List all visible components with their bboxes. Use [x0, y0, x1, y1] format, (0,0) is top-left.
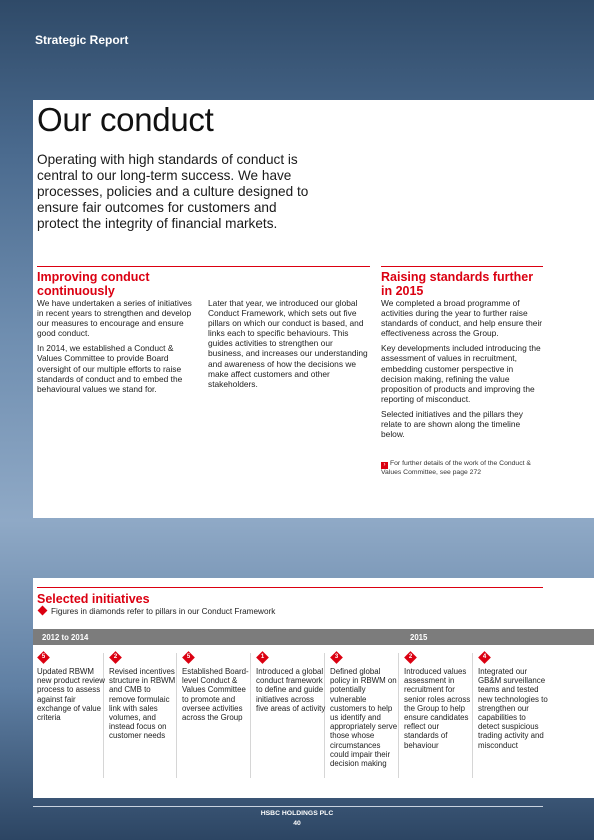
- initiative-text: Introduced values assessment in recruitment for senior roles across the Group to help ensure candidates reflect our standards of behaviour: [404, 667, 471, 750]
- initiative-text: Revised incentives structure in RBWM and CMB to remove formulaic link with sales volumes, and instead focus on customer needs: [109, 667, 176, 741]
- footer-rule: [33, 806, 543, 807]
- pillar-number: 2: [113, 654, 118, 660]
- pillar-number: 3: [334, 654, 339, 660]
- pillar-badge: [256, 651, 269, 664]
- improving-heading: Improving conduct continuously: [37, 270, 150, 298]
- initiative-item: [330, 653, 400, 768]
- initiatives-rule: [37, 587, 543, 588]
- initiative-item: [256, 653, 326, 713]
- pillar-badge: [182, 651, 195, 664]
- section-label: Strategic Report: [35, 33, 129, 47]
- improving-col2-p1: Later that year, we introduced our global Conduct Framework, which sets out five pillars on which our conduct is based, and links each to specific behaviours. This guides activities to strengthen our business, and increases our understanding and awareness of how the decisions we make affect customers and other stakeholders.: [208, 298, 368, 389]
- improving-col1-p2: In 2014, we established a Conduct & Values Committee to provide Board oversight of our multiple efforts to raise standards of conduct and to embed the behavioural values we stand for.: [37, 343, 183, 394]
- initiative-text: Introduced a global conduct framework to define and guide initiatives across five areas of activity: [256, 667, 326, 713]
- initiative-text: Established Board-level Conduct & Values Committee to promote and oversee activities across the Group: [182, 667, 249, 723]
- raising-p2: Key developments included introducing the assessment of values in recruitment, embedding customer perspective in decision making, refining the value proposition of products and improving the reporting of misconduct.: [381, 343, 541, 404]
- initiatives-legend: [37, 607, 275, 616]
- raising-heading: Raising standards further in 2015: [381, 270, 534, 298]
- pillar-badge: [37, 651, 50, 664]
- initiative-text: Integrated our GB&M surveillance teams and tested new technologies to strengthen our capabilities to detect suspicious trading activity and misconduct: [478, 667, 548, 750]
- raising-rule: [381, 266, 543, 267]
- page-title: Our conduct: [37, 101, 214, 138]
- pillar-number: 2: [408, 654, 413, 660]
- page-reference-text: For further details of the work of the Conduct & Values Committee, see page 272: [381, 460, 531, 476]
- intro-text: Operating with high standards of conduct is central to our long-term success. We have processes, policies and a culture designed to ensure fair outcomes for customers and protect the integrity of financial markets.: [37, 152, 309, 231]
- pillar-number: 5: [186, 654, 191, 660]
- pillar-badge: [478, 651, 491, 664]
- legend-text: Figures in diamonds refer to pillars in our Conduct Framework: [51, 607, 276, 616]
- page-reference[interactable]: [381, 460, 541, 477]
- footer-company: HSBC HOLDINGS PLC: [260, 810, 334, 817]
- raising-p3: Selected initiatives and the pillars they relate to are shown along the timeline below.: [381, 408, 523, 440]
- pillar-number: 1: [260, 654, 265, 660]
- page-number: 40: [293, 820, 301, 827]
- initiative-item: [109, 653, 179, 741]
- pillar-badge: [109, 651, 122, 664]
- pillar-number: 5: [41, 654, 46, 660]
- initiative-item: [37, 653, 107, 722]
- initiative-item: [478, 653, 548, 750]
- timeline-period-2: 2015: [410, 633, 428, 642]
- improving-col1-p1: We have undertaken a series of initiatives in recent years to strengthen and develop our measures to encourage and ensure good conduct.: [37, 298, 192, 339]
- pillar-badge: [330, 651, 343, 664]
- improving-col1: [37, 298, 197, 399]
- initiative-text: Updated RBWM new product review process to assess against fair exchange of value criteria: [37, 667, 105, 723]
- arrow-right-icon: ›: [381, 462, 388, 469]
- pillar-number: 4: [482, 654, 487, 660]
- improving-rule: [37, 266, 370, 267]
- initiative-item: [182, 653, 252, 722]
- improving-col2: [208, 298, 368, 394]
- diamond-icon: [38, 606, 48, 616]
- timeline-period-1: 2012 to 2014: [42, 633, 89, 642]
- pillar-badge: [404, 651, 417, 664]
- initiatives-heading: Selected initiatives: [37, 592, 150, 606]
- initiative-text: Defined global policy in RBWM on potentially vulnerable customers to help us identify and appropriately serve those whose circumstances could impair their decision making: [330, 667, 398, 769]
- raising-p1: We completed a broad programme of activities during the year to further raise standards of conduct, and help ensure their effectiveness across the Group.: [381, 298, 543, 339]
- timeline-bar: [33, 629, 594, 645]
- raising-body: [381, 298, 543, 444]
- initiative-item: [404, 653, 474, 750]
